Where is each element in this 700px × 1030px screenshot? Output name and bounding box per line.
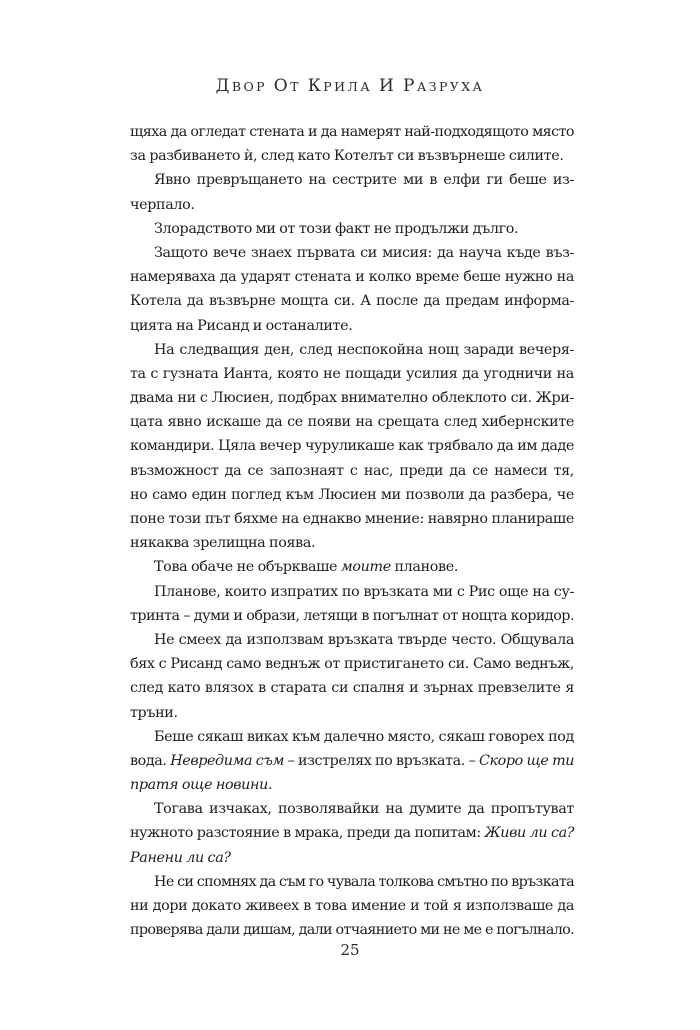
text-run: ни дори докато живеех в това имение и той я използваше да <box>130 898 574 914</box>
text-run: Не си спомнях да съм го чувала толкова смътно по връзката <box>154 873 574 890</box>
text-run: Беше сякаш виках към далечно място, сякаш говорех под <box>154 728 574 745</box>
text-run: намеряваха да ударят стената и колко време беше нужно на <box>130 269 574 286</box>
text-line <box>130 193 574 217</box>
text-run: Явно превръщането на сестрите ми в елфи ги беше из- <box>154 172 574 189</box>
text-run: за разбиването ѝ, след като Котелът си възвърнеше силите. <box>130 148 564 165</box>
text-run: щяха да огледат стената и да намерят най-подходящото място <box>130 124 574 140</box>
text-run: тринта – думи и образи, летящи в погълнат от нощта коридор. <box>130 607 574 624</box>
running-head <box>0 76 700 96</box>
text-run: поне този път бяхме на еднакво мнение: навярно планираше <box>130 511 574 527</box>
italic-text: Ранени ли са? <box>130 849 231 866</box>
text-line <box>130 918 574 942</box>
text-run: командири. Цяла вечер чуруликаше как трябвало да им даде <box>130 438 574 455</box>
text-line <box>130 773 574 797</box>
text-line <box>130 749 574 773</box>
text-line <box>130 846 574 870</box>
text-run: бях с Рисанд само веднъж от пристигането си. Само веднъж, <box>130 656 574 673</box>
italic-text: пратя още новини <box>130 777 268 794</box>
text-run: Котела да възвърне мощта си. А после да предам информа- <box>130 293 574 310</box>
text-run: та с гузната Ианта, която не пощади усилия да угодничи на <box>130 365 574 382</box>
text-run: цата явно искаше да се появи на срещата след хибернските <box>130 414 574 431</box>
text-run: – изстрелях по връзката. – <box>283 752 479 769</box>
running-head-initial: И <box>378 76 397 96</box>
text-run: вода. <box>130 752 171 769</box>
text-line <box>130 459 574 483</box>
running-head-initial: Д <box>215 76 232 96</box>
text-line <box>130 241 574 265</box>
body-text <box>130 120 574 942</box>
running-head-initial: К <box>307 76 324 96</box>
text-run: Тогава изчаках, позволявайки на думите да пропътуват <box>154 801 574 818</box>
text-line <box>130 434 574 458</box>
text-line <box>130 410 574 434</box>
text-run: тръни. <box>130 704 178 721</box>
text-line <box>130 289 574 313</box>
text-run: Това обаче не объркваше <box>154 559 341 576</box>
text-run: след като влязох в старата си спалня и зърнах превзелите я <box>130 680 574 697</box>
text-line <box>130 483 574 507</box>
running-head-rest: ВОР <box>231 79 267 94</box>
italic-text: Невредима съм <box>170 752 284 769</box>
text-line <box>130 580 574 604</box>
text-run: . <box>267 777 273 794</box>
text-run: Защото вече знаех първата си мисия: да науча къде въз- <box>154 244 574 261</box>
text-line <box>130 555 574 579</box>
text-run: цията на Рисанд и останалите. <box>130 317 353 334</box>
text-run: Не смеех да използвам връзката твърде често. Общувала <box>154 631 574 648</box>
running-head-rest: Т <box>290 79 301 94</box>
text-run: На следващия ден, след неспокойна нощ заради вечеря- <box>154 341 574 358</box>
italic-text: моите <box>340 559 391 576</box>
running-head-initial: О <box>273 76 291 96</box>
text-line <box>130 120 574 144</box>
text-run: черпало. <box>130 196 195 213</box>
text-line <box>130 507 574 531</box>
text-line <box>130 870 574 894</box>
italic-text: Скоро ще ти <box>479 752 575 769</box>
text-run: Планове, които изпратих по връзката ми с Рис още на су- <box>154 583 574 600</box>
text-line <box>130 676 574 700</box>
text-line <box>130 144 574 168</box>
text-line <box>130 386 574 410</box>
text-run: проверява дали дишам, дали отчаянието ми не ме е погълнало. <box>130 922 574 939</box>
text-line <box>130 797 574 821</box>
running-head-rest: АЗРУХА <box>416 79 485 94</box>
text-line <box>130 362 574 386</box>
text-line <box>130 701 574 725</box>
text-line <box>130 168 574 192</box>
italic-text: Живи ли са? <box>484 825 574 842</box>
text-line <box>130 821 574 845</box>
text-line <box>130 604 574 628</box>
text-line <box>130 628 574 652</box>
running-head-rest: РИЛА <box>323 79 373 94</box>
text-line <box>130 265 574 289</box>
text-run: някаква зрелищна поява. <box>130 535 316 552</box>
text-run: Злорадството ми от този факт не продължи дълго. <box>154 220 519 237</box>
text-run: двама ни с Люсиен, подбрах внимателно облеклото си. Жри- <box>130 390 574 407</box>
text-line <box>130 652 574 676</box>
text-line <box>130 338 574 362</box>
text-run: нужното разстояние в мрака, преди да попитам: <box>130 825 485 842</box>
text-line <box>130 217 574 241</box>
page-number: 25 <box>340 941 360 959</box>
text-line <box>130 725 574 749</box>
text-line <box>130 531 574 555</box>
text-line <box>130 894 574 918</box>
text-run: възможност да се запознаят с нас, преди да се намеси тя, <box>130 462 574 479</box>
text-line <box>130 314 574 338</box>
running-head-initial: Р <box>403 76 417 96</box>
text-run: но само един поглед към Люсиен ми позволи да разбера, че <box>130 486 574 503</box>
text-run: планове. <box>390 559 459 576</box>
